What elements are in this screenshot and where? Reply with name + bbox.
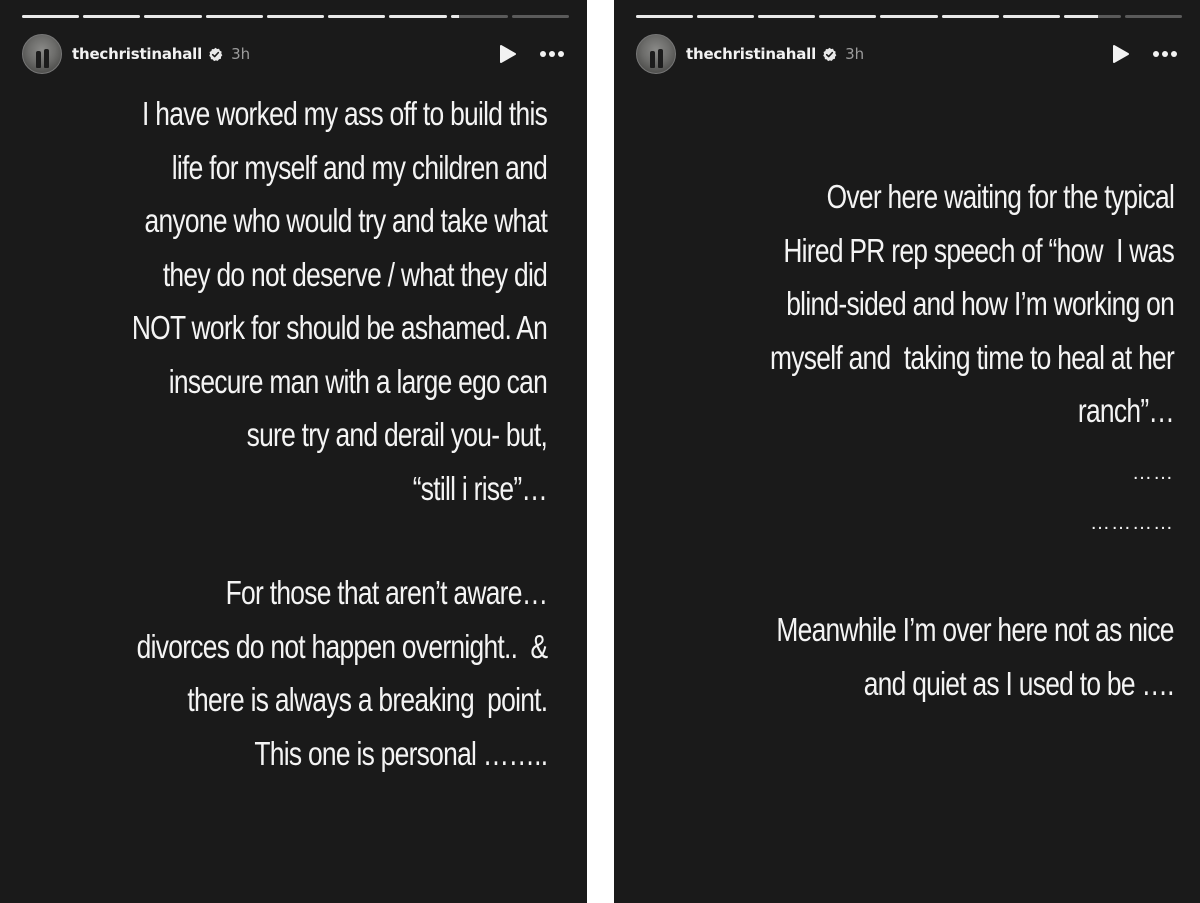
story-header: [22, 33, 565, 75]
story-progress-bar: [22, 15, 569, 18]
verified-badge-icon: [208, 47, 223, 62]
text-line: myself and taking time to heal at her: [769, 338, 1174, 376]
progress-segment: [880, 15, 937, 18]
progress-segment: [1125, 15, 1182, 18]
timestamp: 3h: [845, 45, 865, 63]
text-line: Over here waiting for the typical: [826, 178, 1174, 215]
ellipsis-line: …………: [1090, 512, 1174, 534]
timestamp: 3h: [231, 45, 251, 63]
ellipsis-line: ……: [1132, 462, 1174, 484]
progress-segment: [942, 15, 999, 18]
progress-segment: [144, 15, 201, 18]
text-line: divorces do not happen overnight.. &: [136, 627, 547, 665]
username[interactable]: thechristinahall: [72, 45, 203, 63]
text-line: NOT work for should be ashamed. An: [131, 309, 547, 346]
progress-segment: [389, 15, 446, 18]
progress-segment: [267, 15, 324, 18]
text-line: anyone who would try and take what: [144, 202, 548, 239]
avatar[interactable]: [636, 34, 676, 74]
username[interactable]: thechristinahall: [686, 45, 817, 63]
text-line: life for myself and my children and: [171, 148, 547, 186]
progress-segment: [1003, 15, 1060, 18]
progress-segment: [206, 15, 263, 18]
text-line: Hired PR rep speech of “how I was: [783, 231, 1174, 269]
more-options-icon[interactable]: [1152, 50, 1178, 58]
text-line: insecure man with a large ego can: [168, 362, 548, 400]
avatar[interactable]: [22, 34, 62, 74]
progress-segment: [451, 15, 508, 18]
progress-segment: [1064, 15, 1121, 18]
text-line: I have worked my ass off to build this: [141, 95, 547, 132]
story-text-paragraph: [777, 603, 1174, 710]
text-line: This one is personal ……..: [253, 734, 547, 772]
progress-segment: [758, 15, 815, 18]
text-line: sure try and derail you- but,: [246, 416, 547, 453]
text-line: Meanwhile I’m over here not as nice: [776, 611, 1174, 648]
story-panel-right[interactable]: [614, 0, 1200, 903]
progress-segment: [22, 15, 79, 18]
progress-segment: [697, 15, 754, 18]
play-icon[interactable]: [499, 44, 517, 64]
progress-segment: [819, 15, 876, 18]
progress-segment: [636, 15, 693, 18]
progress-segment: [512, 15, 569, 18]
text-line: blind-sided and how I’m working on: [786, 285, 1174, 322]
text-line: For those that aren’t aware…: [225, 574, 547, 611]
play-icon[interactable]: [1112, 44, 1130, 64]
text-line: there is always a breaking point.: [187, 681, 547, 718]
verified-badge-icon: [822, 47, 837, 62]
story-header: [636, 33, 1178, 75]
story-text-paragraph: [770, 170, 1174, 438]
text-line: and quiet as I used to be ….: [863, 664, 1174, 702]
story-text-paragraph: [132, 87, 547, 515]
text-line: “still i rise”…: [412, 469, 547, 507]
text-line: they do not deserve / what they did: [162, 255, 547, 293]
progress-segment: [83, 15, 140, 18]
text-line: ranch”…: [1077, 392, 1174, 429]
story-panel-left[interactable]: [0, 0, 587, 903]
more-options-icon[interactable]: [539, 50, 565, 58]
story-progress-bar: [636, 15, 1182, 18]
progress-segment: [328, 15, 385, 18]
story-text-paragraph: [136, 566, 547, 780]
